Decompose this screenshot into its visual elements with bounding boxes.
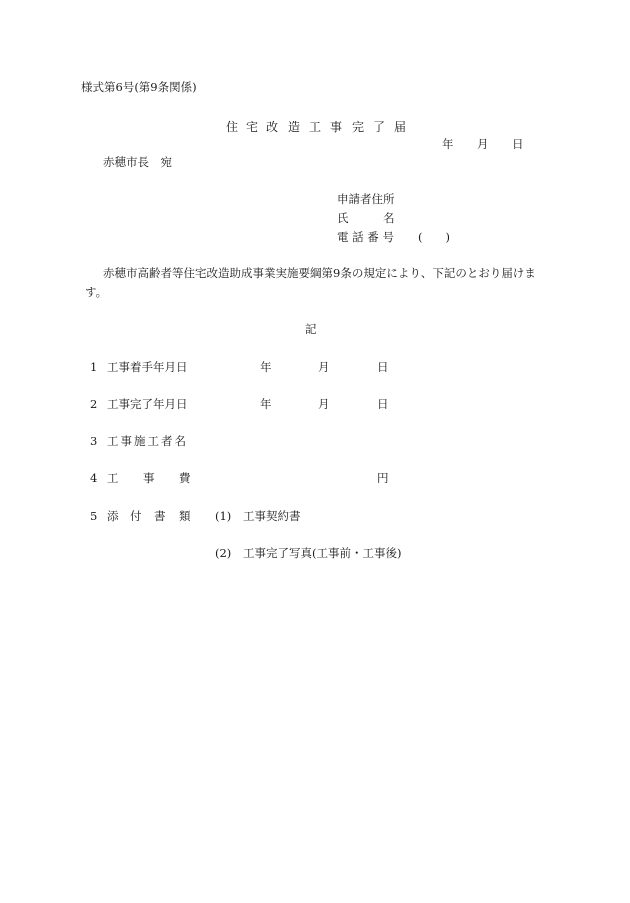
title-char: 事 [330,120,343,134]
item-number: 3 [90,434,98,448]
title-char: 住 [226,120,239,134]
applicant-address-label: 申請者住所 [337,192,395,206]
title-char: 完 [352,120,365,134]
title-char: 宅 [246,120,259,134]
attachment-text: 工事契約書 [243,509,301,523]
item-number: 1 [90,360,98,374]
item-day: 日 [377,397,389,411]
item-year: 年 [260,360,272,374]
ki-heading: 記 [305,322,317,336]
item-label-char: 添 [107,509,119,523]
applicant-name-label-1: 氏 [337,211,349,225]
body-text-line-1: 赤穂市高齢者等住宅改造助成事業実施要綱第9条の規定により、下記のとおり届けま [103,266,536,280]
item-label: 工事完了年月日 [107,397,188,411]
item-number: 5 [90,509,98,523]
attachment-text: 工事完了写真(工事前・工事後) [243,546,402,560]
title-char: 造 [288,120,301,134]
item-label-char: 費 [179,471,191,485]
item-label-char: 付 [130,509,142,523]
item-number: 4 [90,471,98,485]
item-year: 年 [260,397,272,411]
item-label-char: 類 [179,509,191,523]
item-day: 日 [377,360,389,374]
body-text-line-2: す。 [85,285,108,299]
item-label-char: 書 [154,509,166,523]
date-month: 月 [477,137,489,151]
item-unit-yen: 円 [377,471,389,485]
applicant-phone-paren: ( ) [418,230,450,244]
attachment-number: (2) [215,546,232,560]
title-char: 届 [394,120,407,134]
item-label: 工事着手年月日 [107,360,188,374]
date-day: 日 [512,137,524,151]
title-char: 工 [309,120,322,134]
applicant-name-label-2: 名 [383,211,395,225]
attachment-number: (1) [215,509,232,523]
item-month: 月 [318,397,330,411]
item-month: 月 [318,360,330,374]
title-char: 了 [373,120,386,134]
date-year: 年 [442,137,454,151]
applicant-phone-label: 電 話 番 号 [337,230,394,244]
title-char: 改 [266,120,279,134]
item-label-char: 事 [143,471,155,485]
addressee: 赤穂市長 宛 [103,155,172,169]
item-label-char: 工 [107,471,119,485]
item-label: 工事施工者名 [107,434,188,448]
form-number: 様式第6号(第9条関係) [81,80,197,94]
item-number: 2 [90,397,98,411]
